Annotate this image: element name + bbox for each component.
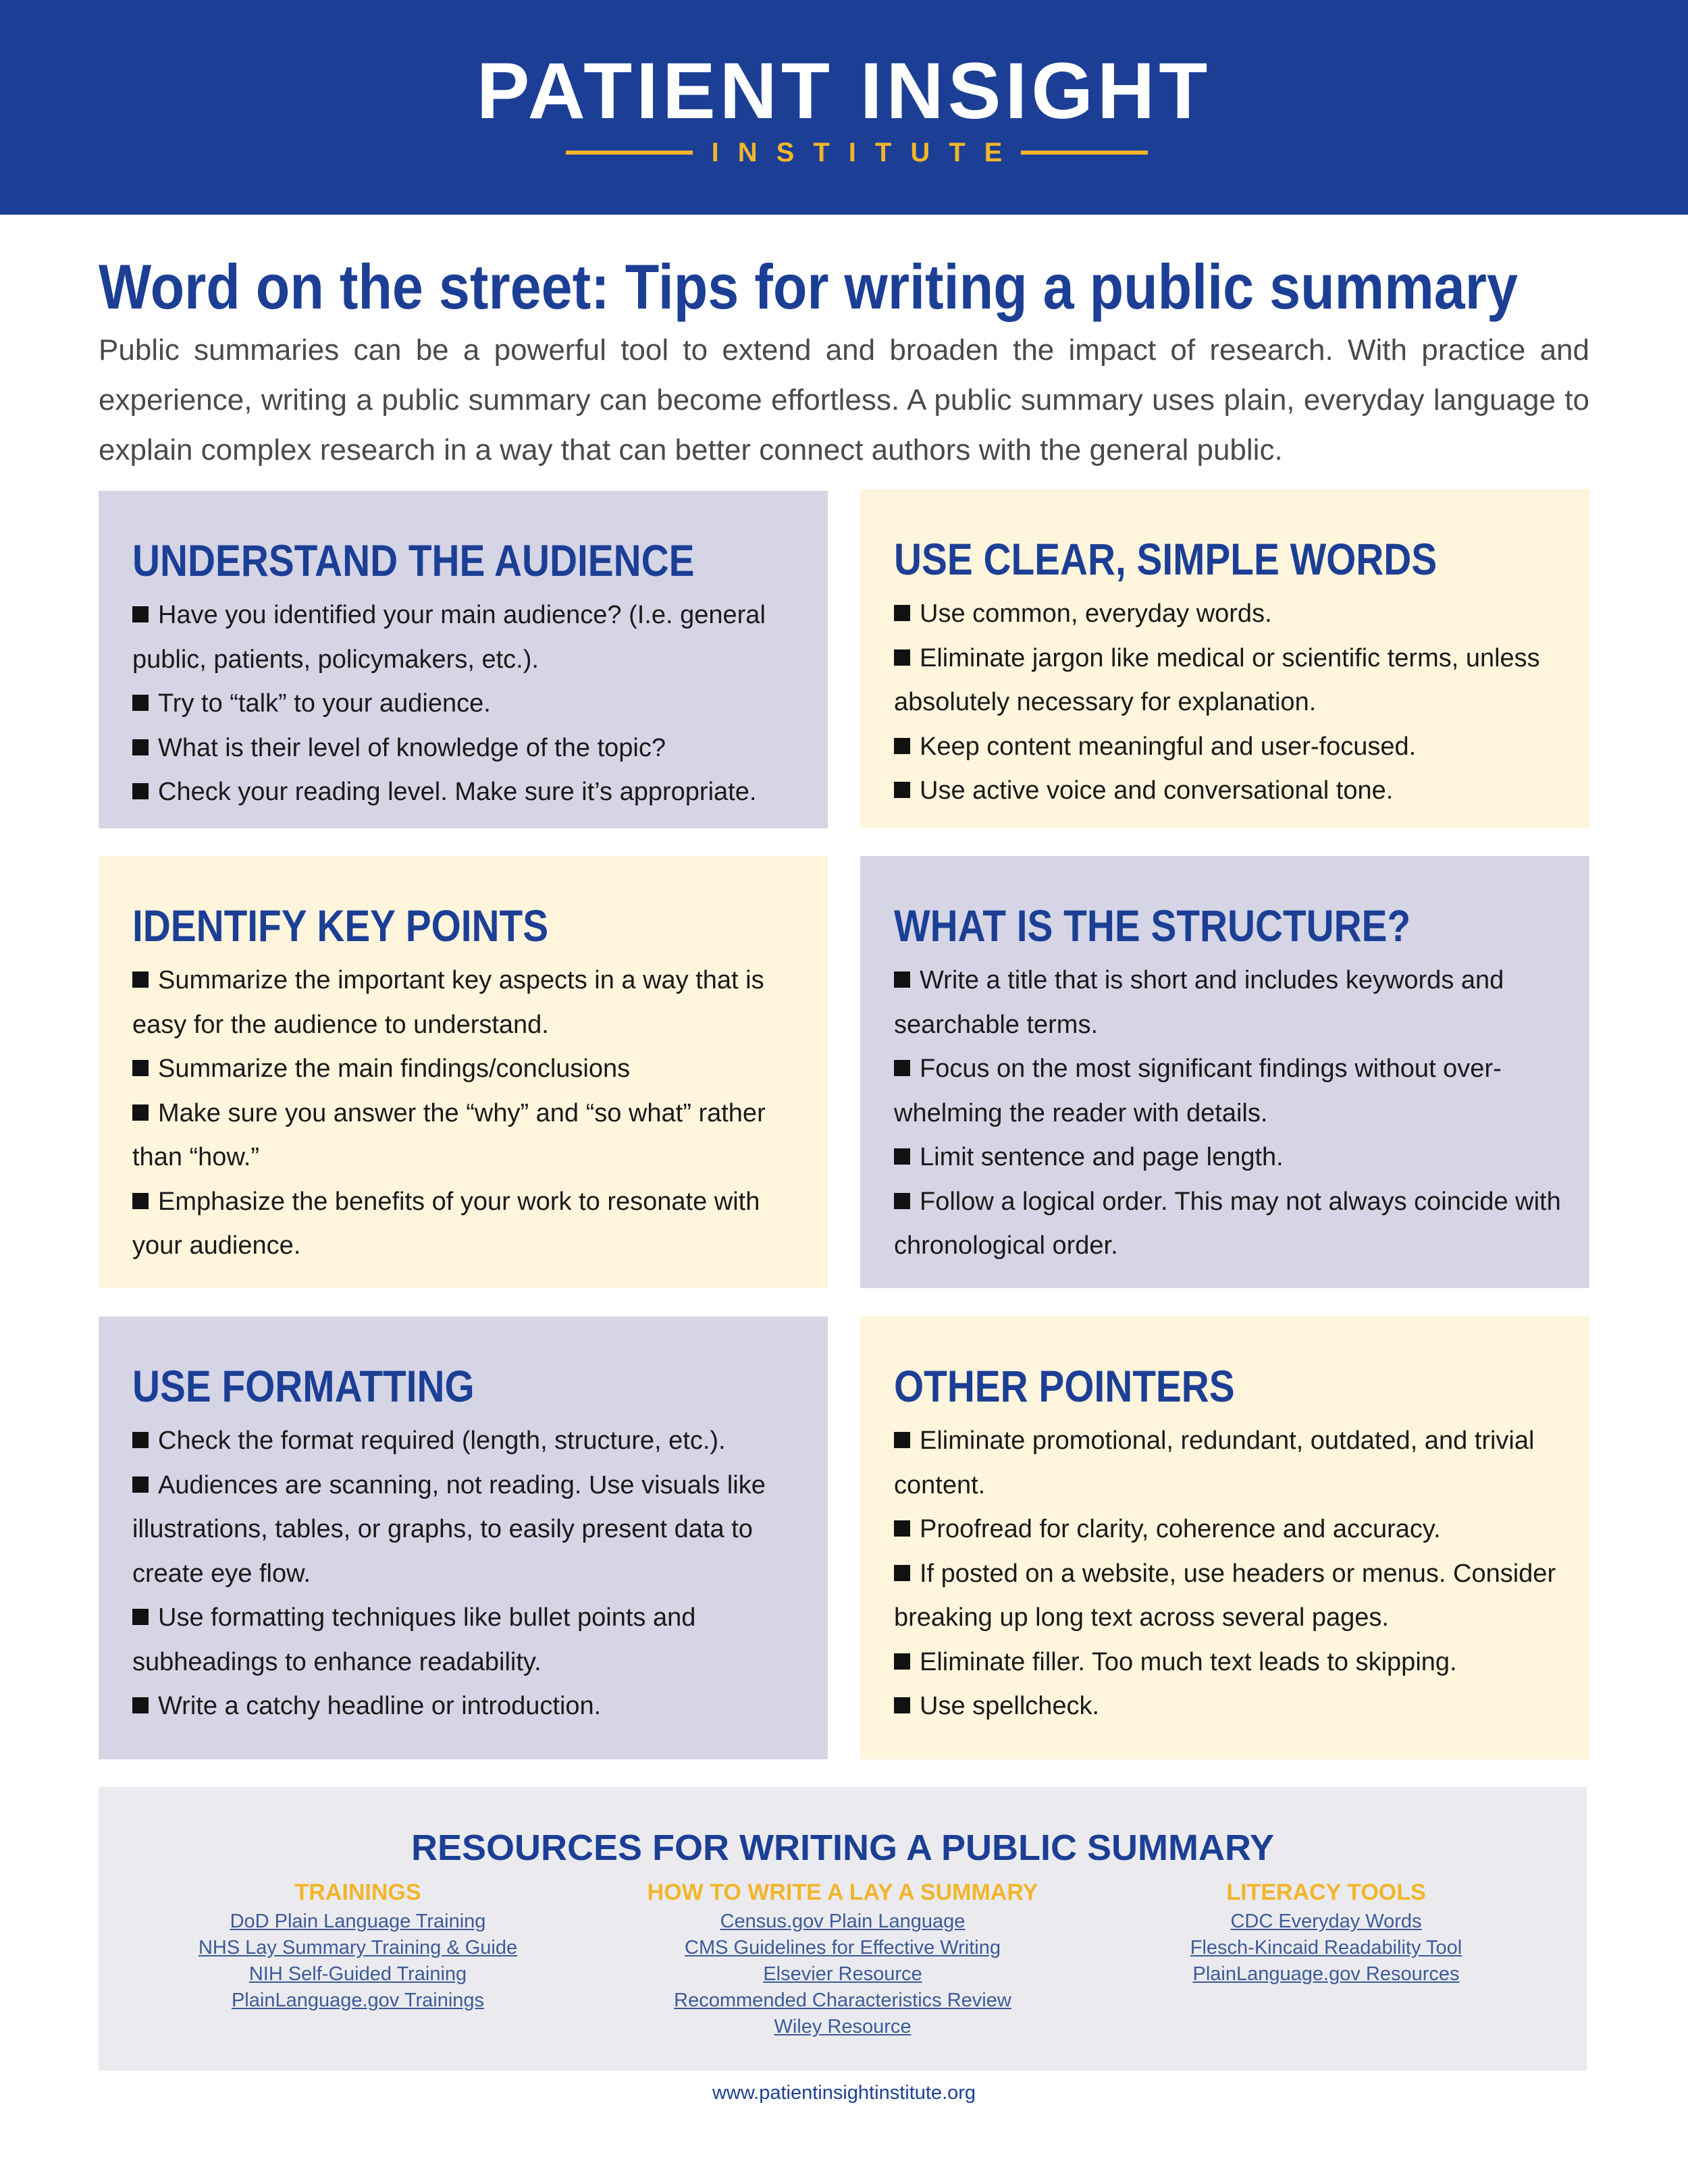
- square-bullet-icon: [132, 971, 149, 988]
- square-bullet-icon: [894, 1697, 910, 1713]
- square-bullet-icon: [132, 1697, 149, 1713]
- card-understand-audience: [99, 491, 828, 828]
- tip-list: [132, 1419, 801, 1729]
- square-bullet-icon: [894, 605, 910, 621]
- tip-item: Summarize the main findings/conclusions: [132, 1047, 801, 1092]
- resource-link[interactable]: Wiley Resource: [774, 2016, 912, 2037]
- square-bullet-icon: [132, 1193, 149, 1209]
- tip-item: What is their level of knowledge of the topic?: [132, 726, 801, 771]
- tip-item: Use spellcheck.: [894, 1684, 1562, 1729]
- page-title: Word on the street: Tips for writing a public summary: [99, 251, 1518, 322]
- resources-title: RESOURCES FOR WRITING A PUBLIC SUMMARY: [411, 1828, 1274, 1868]
- tip-item: Follow a logical order. This may not always coincide with chronological order.: [894, 1187, 1561, 1260]
- resources-column-title: LITERACY TOOLS: [1226, 1880, 1426, 1905]
- resource-link[interactable]: Census.gov Plain Language: [720, 1911, 966, 1932]
- resource-link[interactable]: NHS Lay Summary Training & Guide: [198, 1937, 518, 1959]
- tip-item: Use active voice and conversational tone.: [894, 769, 1562, 814]
- resources-column-lay-summary: [640, 1877, 1045, 2040]
- tip-item: Eliminate jargon like medical or scientific terms, unless absolutely necessary for explanation.: [894, 643, 1540, 716]
- resources-column-literacy-tools: [1124, 1877, 1529, 1988]
- square-bullet-icon: [132, 1060, 149, 1076]
- tip-item: Limit sentence and page length.: [894, 1136, 1562, 1180]
- square-bullet-icon: [132, 783, 149, 799]
- tip-list: [894, 592, 1562, 814]
- resources-panel: [99, 1787, 1587, 2071]
- intro-paragraph: Public summaries can be a powerful tool to extend and broaden the impact of research. With practice and experience, writing a public summary can become effortless. A public summary uses plain, everyday language to explain complex research in a way that can better connect authors with the general public.: [99, 334, 1589, 467]
- tip-item: Keep content meaningful and user-focused.: [894, 725, 1562, 770]
- resource-link[interactable]: NIH Self-Guided Training: [248, 1963, 467, 1985]
- card-identify-key-points: [99, 856, 828, 1288]
- tip-item: Use common, everyday words.: [894, 592, 1562, 637]
- square-bullet-icon: [132, 606, 149, 622]
- card-title: UNDERSTAND THE AUDIENCE: [132, 535, 695, 585]
- logo-subtitle-row: [566, 132, 1148, 173]
- card-other-pointers: [860, 1316, 1589, 1759]
- square-bullet-icon: [894, 1653, 910, 1670]
- tip-item: Eliminate promotional, redundant, outdated, and trivial content.: [894, 1427, 1535, 1499]
- square-bullet-icon: [894, 782, 910, 798]
- square-bullet-icon: [894, 1148, 910, 1165]
- square-bullet-icon: [894, 1520, 910, 1537]
- card-use-formatting: [99, 1316, 828, 1759]
- resources-column-title: HOW TO WRITE A LAY A SUMMARY: [647, 1880, 1038, 1905]
- tip-item: Emphasize the benefits of your work to resonate with your audience.: [132, 1187, 760, 1260]
- tip-item: Check the format required (length, structure, etc.).: [132, 1419, 801, 1464]
- resource-link[interactable]: CDC Everyday Words: [1230, 1911, 1422, 1932]
- tip-list: [894, 959, 1562, 1269]
- tip-list: [132, 593, 801, 815]
- resource-link[interactable]: PlainLanguage.gov Trainings: [231, 1990, 485, 2011]
- square-bullet-icon: [132, 1432, 149, 1448]
- resource-link[interactable]: DoD Plain Language Training: [230, 1911, 486, 1932]
- logo-subtitle: INSTITUTE: [711, 137, 1022, 167]
- card-clear-simple-words: [860, 489, 1589, 828]
- tip-item: Audiences are scanning, not reading. Use visuals like illustrations, tables, or graphs, to easily present data to create eye flow.: [132, 1470, 766, 1588]
- square-bullet-icon: [894, 971, 910, 988]
- resources-column-title: TRAININGS: [294, 1880, 421, 1905]
- logo-divider-left: [566, 151, 693, 155]
- resource-link[interactable]: Flesch-Kincaid Readability Tool: [1190, 1937, 1462, 1959]
- resource-link[interactable]: CMS Guidelines for Effective Writing: [685, 1937, 1001, 1959]
- card-title: WHAT IS THE STRUCTURE?: [894, 901, 1411, 951]
- tip-item: Write a catchy headline or introduction.: [132, 1684, 801, 1729]
- square-bullet-icon: [894, 738, 910, 754]
- card-title: USE CLEAR, SIMPLE WORDS: [894, 534, 1438, 584]
- resource-link[interactable]: PlainLanguage.gov Resources: [1192, 1963, 1460, 1985]
- card-title: IDENTIFY KEY POINTS: [132, 901, 549, 951]
- header-banner: [0, 0, 1688, 215]
- tip-item: Make sure you answer the “why” and “so what” rather than “how.”: [132, 1098, 766, 1171]
- tip-item: Proofread for clarity, coherence and accuracy.: [894, 1508, 1562, 1552]
- square-bullet-icon: [132, 1476, 149, 1493]
- resources-column-trainings: [155, 1877, 560, 2014]
- tip-item: Focus on the most significant findings without over-whelming the reader with details.: [894, 1055, 1502, 1127]
- card-title: OTHER POINTERS: [894, 1361, 1235, 1411]
- square-bullet-icon: [894, 649, 910, 666]
- card-title: USE FORMATTING: [132, 1361, 475, 1411]
- square-bullet-icon: [132, 1104, 149, 1121]
- square-bullet-icon: [132, 695, 149, 711]
- tip-item: Eliminate filler. Too much text leads to skipping.: [894, 1641, 1562, 1685]
- tip-item: If posted on a website, use headers or menus. Consider breaking up long text across several pages.: [894, 1559, 1556, 1632]
- resource-link[interactable]: Elsevier Resource: [763, 1963, 922, 1985]
- tip-item: Have you identified your main audience? (I.e. general public, patients, policymakers, etc.).: [132, 601, 766, 674]
- square-bullet-icon: [894, 1060, 910, 1076]
- logo-divider-right: [1021, 151, 1148, 155]
- square-bullet-icon: [132, 1609, 149, 1625]
- square-bullet-icon: [894, 1432, 910, 1448]
- tip-item: Write a title that is short and includes keywords and searchable terms.: [894, 966, 1504, 1039]
- square-bullet-icon: [894, 1565, 910, 1581]
- resource-link[interactable]: Recommended Characteristics Review: [674, 1990, 1011, 2011]
- square-bullet-icon: [132, 739, 149, 755]
- footer-url[interactable]: www.patientinsightinstitute.org: [712, 2082, 976, 2104]
- tip-item: Try to “talk” to your audience.: [132, 682, 801, 726]
- card-structure: [860, 856, 1589, 1288]
- tip-item: Summarize the important key aspects in a way that is easy for the audience to understand.: [132, 966, 764, 1039]
- tip-list: [132, 959, 801, 1269]
- tip-list: [894, 1419, 1562, 1729]
- logo-title: PATIENT INSIGHT: [476, 47, 1212, 136]
- square-bullet-icon: [894, 1193, 910, 1209]
- tip-item: Use formatting techniques like bullet points and subheadings to enhance readability.: [132, 1603, 696, 1676]
- tip-item: Check your reading level. Make sure it’s appropriate.: [132, 770, 801, 815]
